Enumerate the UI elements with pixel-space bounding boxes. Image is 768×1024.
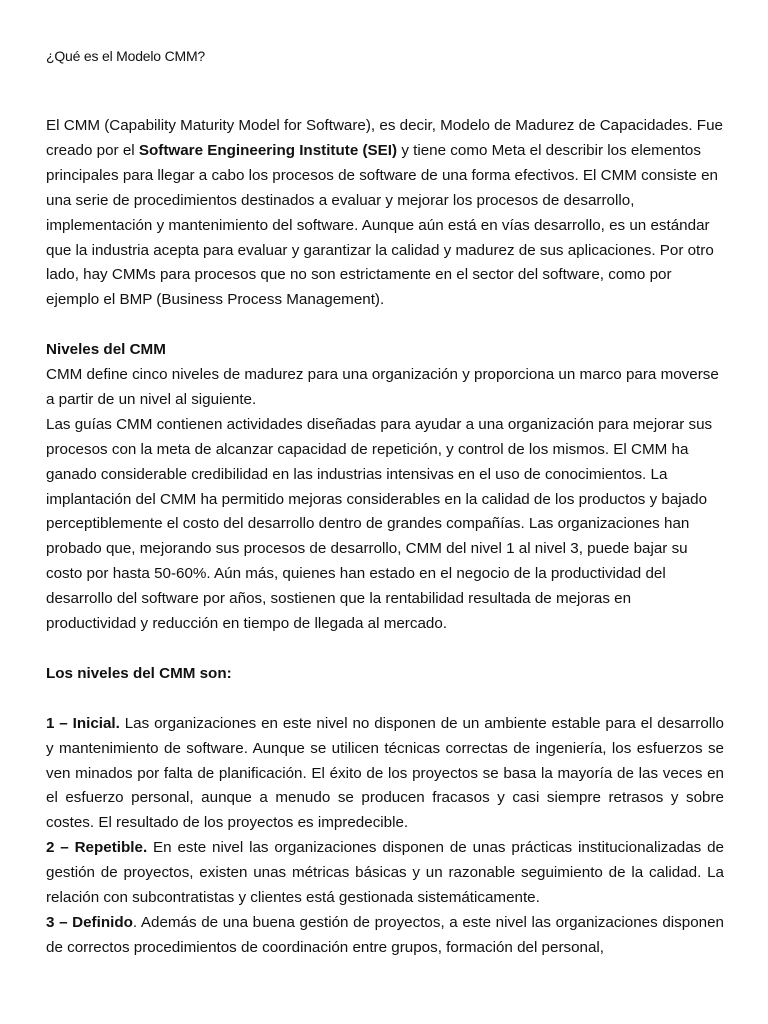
intro-paragraph [46,114,724,313]
intro-text-part1: El CMM (Capability Maturity Model for Software), es decir, Modelo de Madurez de Capacidades. Fue creado por el [46,117,723,159]
level-3-text: . Además de una buena gestión de proyectos, a este nivel las organizaciones disponen de correctos procedimientos de coordinación entre grupos, formación del personal, [46,913,724,956]
document-title: ¿Qué es el Modelo CMM? [46,48,205,64]
niveles-paragraph-2: Las guías CMM contienen actividades diseñadas para ayudar a una organización para mejorar sus procesos con la meta de alcanzar capacidad de repetición, y control de los mismos. El CMM ha ganado considerable credibilidad en las industrias intensivas en el uso de conocimientos. La implantación del CMM ha permitido mejoras considerables en la calidad de los productos y bajado perceptiblemente el costo del desarrollo dentro de grandes compañías. Las organizaciones han probado que, mejorando sus procesos de desarrollo, CMM del nivel 1 al nivel 3, puede bajar su costo por hasta 50-60%. Aún más, quienes han estado en el negocio de la productividad del desarrollo del software por años, sostienen que la rentabilidad resultada de mejoras en productividad y reducción en tiempo de llegada al mercado. [46,415,713,633]
document-body [46,114,724,961]
level-1-text: Las organizaciones en este nivel no disponen de un ambiente estable para el desarrollo y mantenimiento de software. Aunque se utilicen técnicas correctas de ingeniería, los esfuerzos se ven minados por falta de planificación. El éxito de los proyectos se basa la mayoría de las veces en el esfuerzo personal, aunque a menudo se producen fracasos y casi siempre retrasos y sobre costes. El resultado de los proyectos es impredecible. [46,714,724,832]
paragraph-gap [46,637,724,662]
level-1-label: 1 – Inicial. [46,714,120,732]
level-1-paragraph [46,712,724,837]
niveles-paragraph-1: CMM define cinco niveles de madurez para una organización y proporciona un marco para moverse a partir de un nivel al siguiente. [46,366,719,408]
level-2-label: 2 – Repetible. [46,839,148,857]
sei-bold-text: Software Engineering Institute (SEI) [138,141,398,159]
intro-text-part2: y tiene como Meta el describir los elementos principales para llegar a cabo los procesos de software de una forma efectivos. El CMM consiste en una serie de procedimientos destinados a evaluar y mejorar los procesos de desarrollo, implementación y mantenimiento del software. Aunque aún está en vías desarrollo, es un estándar que la industria acepta para evaluar y garantizar la calidad y madurez de sus aplicaciones. Por otro lado, hay CMMs para procesos que no son estrictamente en el sector del software, como por ejemplo el BMP (Business Process Management). [46,141,718,309]
level-3-paragraph [46,911,724,961]
level-2-text: En este nivel las organizaciones disponen de unas prácticas institucionalizadas de gestión de proyectos, existen unas métricas básicas y un razonable seguimiento de la calidad. La relación con subcontratistas y clientes está gestionada sistemáticamente. [46,839,724,907]
paragraph-gap [46,687,724,712]
los-niveles-heading: Los niveles del CMM son: [46,664,232,682]
paragraph-gap [46,313,724,338]
level-2-paragraph [46,836,724,911]
level-3-label: 3 – Definido [46,913,133,931]
niveles-heading: Niveles del CMM [46,341,166,359]
